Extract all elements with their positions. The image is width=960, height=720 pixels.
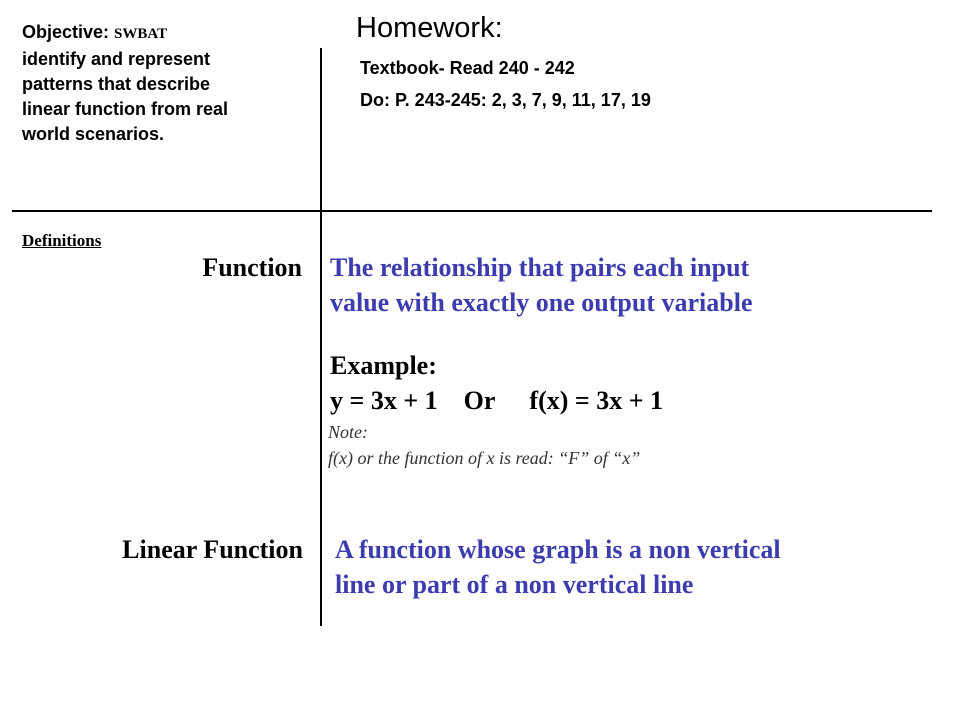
definitions-label: Definitions (22, 231, 102, 250)
linear-function-definition-line: A function whose graph is a non vertical (335, 535, 781, 564)
horizontal-divider (12, 210, 932, 212)
linear-function-definition (335, 532, 915, 602)
objective-label: Objective: (22, 22, 110, 42)
objective-line: identify and represent (22, 49, 211, 69)
function-note (328, 419, 640, 471)
note-label: Note: (328, 422, 368, 442)
example-equation-y: y = 3x + 1 (330, 386, 438, 415)
vertical-divider (320, 48, 322, 626)
objective-line: world scenarios. (22, 124, 165, 144)
term-function: Function (202, 253, 302, 282)
objective-line: linear function from real (22, 99, 229, 119)
objective-swbat: SWBAT (114, 26, 168, 42)
example-equations (330, 383, 663, 418)
note-text: f(x) or the function of x is read: “F” of “x” (328, 448, 641, 468)
homework-title: Homework: (356, 12, 503, 44)
objective-line: patterns that describe (22, 74, 211, 94)
example-label: Example: (330, 351, 437, 380)
function-example (330, 348, 663, 418)
homework-reading: Textbook- Read 240 - 242 (360, 58, 575, 78)
example-equation-fx: f(x) = 3x + 1 (529, 386, 664, 415)
linear-function-definition-line: line or part of a non vertical line (335, 570, 694, 599)
function-definition-line: value with exactly one output variable (330, 288, 753, 317)
objective-heading (22, 20, 322, 47)
term-linear-function: Linear Function (122, 535, 303, 564)
homework-problems: Do: P. 243-245: 2, 3, 7, 9, 11, 17, 19 (360, 90, 651, 110)
function-definition-line: The relationship that pairs each input (330, 253, 750, 282)
example-or: Or (463, 386, 496, 415)
objective-block (22, 20, 322, 147)
function-definition (330, 250, 890, 320)
